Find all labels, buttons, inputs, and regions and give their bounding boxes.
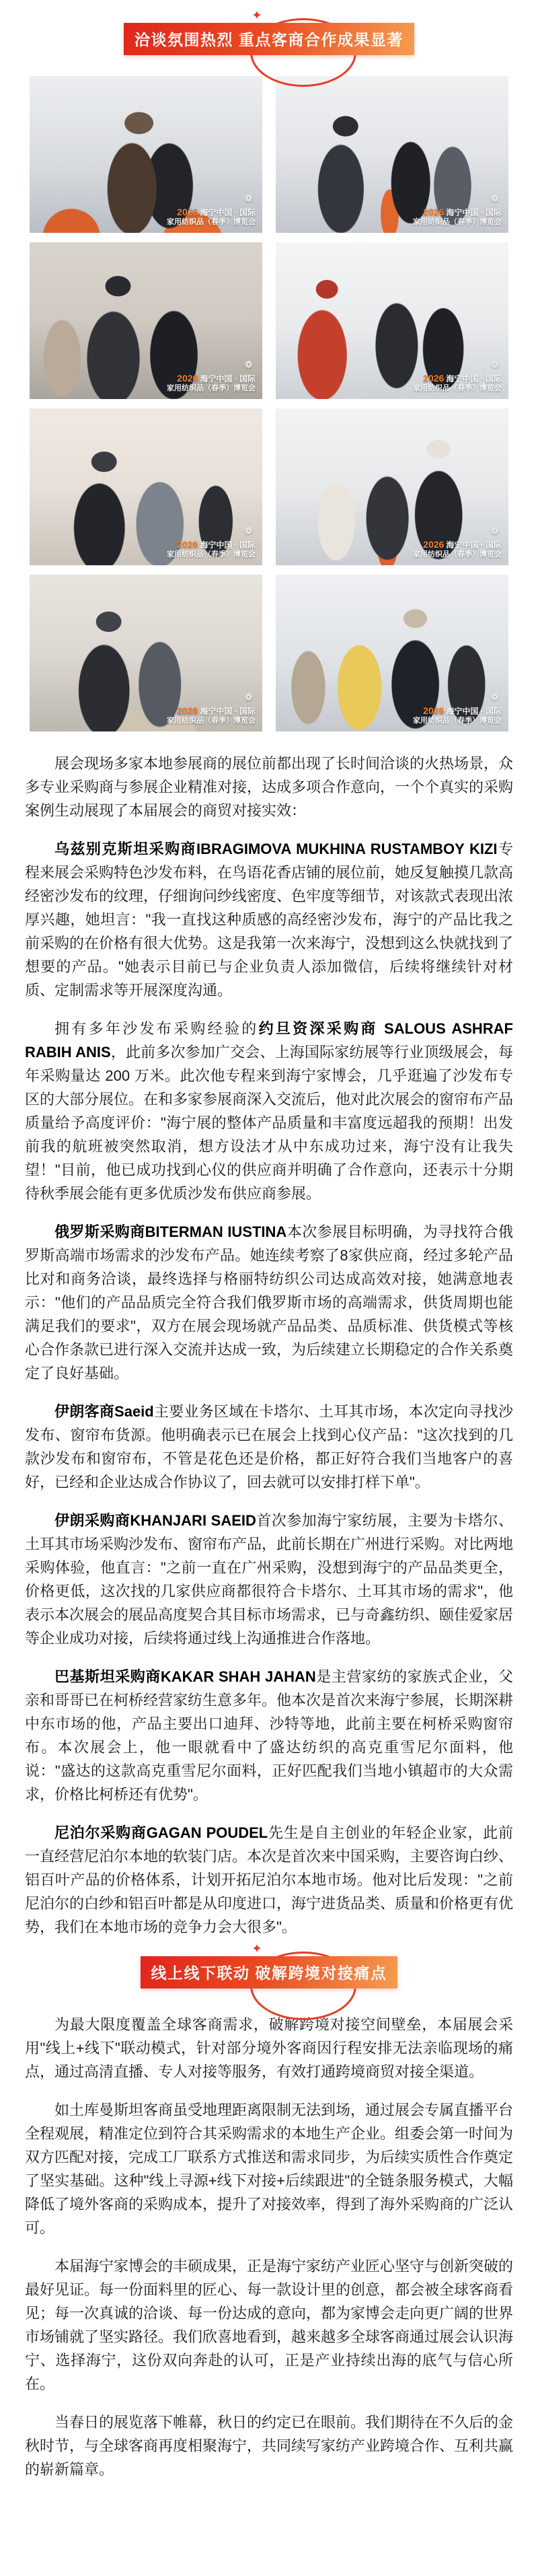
expo-photo-5[interactable] [30, 408, 262, 565]
watermark-line2: 家用纺织品（春季）博览会 [167, 384, 256, 393]
expo-photo-4[interactable] [276, 242, 508, 399]
watermark-year: 2026 [423, 705, 445, 716]
expo-logo-icon: ❁ [244, 692, 253, 703]
article-paragraph: 尼泊尔采购商GAGAN POUDEL先生是自主创业的年轻企业家，此前一直经营尼泊尔本地的软装门店。本次是首次来中国采购，主要咨询白纱、铝百叶产品的价格体系，计划开拓尼泊尔本地市场。他对比后发现："之前尼泊尔的白纱和铝百叶都是从印度进口，海宁进货品类、质量和价格更有优势，我们在本地市场的竞争力会大很多"。 [25, 1824, 514, 1935]
article-body-2 [0, 2013, 538, 2481]
buyer-name: 伊朗采购商KHANJARI SAEID [54, 1512, 256, 1529]
article-paragraph: 伊朗采购商KHANJARI SAEID首次参加海宁家纺展，主要为卡塔尔、土耳其市场采购沙发布、窗帘布产品，此前长期在广州进行采购。对比两地采购体验，他直言："之前一直在广州采购，没想到海宁的产品品类更全，价格更低，这次找的几家供应商都很符合卡塔尔、土耳其市场的需求"，他表示本次展会的展品高度契合其目标市场需求，已与奇鑫纺织、颐佳爱家居等企业成功对接，后续将通过线上沟通推进合作落地。 [25, 1512, 514, 1647]
photo-watermark [413, 193, 502, 227]
photo-watermark [167, 359, 256, 394]
watermark-year: 2026 [177, 372, 198, 384]
watermark-line2: 家用纺织品（春季）博览会 [413, 550, 502, 559]
article-body-1 [0, 731, 538, 1939]
expo-logo-icon: ❁ [244, 193, 253, 205]
watermark-line1: 海宁中国 · 国际 [446, 540, 502, 550]
expo-photo-7[interactable] [30, 575, 262, 731]
buyer-name: 乌兹别克斯坦采购商IBRAGIMOVA MUKHINA RUSTAMBOY KIZI [54, 840, 498, 857]
article-paragraph: 俄罗斯采购商BITERMAN IUSTINA本次参展目标明确，为寻找符合俄罗斯高端市场需求的沙发布产品。她连续考察了8家供应商，经过多轮产品比对和商务洽谈，最终选择与格丽特纺织公司达成高效对接，她满意地表示："他们的产品品质完全符合我们俄罗斯市场的高端需求，供货周期也能满足我们的要求"，双方在展会现场就产品品类、品质标准、供货模式等核心合作条款已进行深入交流并达成一致，为后续建立长期稳定的合作关系奠定了良好基础。 [25, 1223, 514, 1382]
watermark-year: 2026 [423, 372, 445, 384]
watermark-year: 2026 [423, 206, 445, 217]
watermark-line1: 海宁中国 · 国际 [446, 706, 502, 716]
watermark-line2: 家用纺织品（春季）博览会 [167, 550, 256, 559]
expo-photo-6[interactable] [276, 408, 508, 565]
section-header-1 [0, 9, 538, 55]
watermark-line2: 家用纺织品（春季）博览会 [167, 218, 256, 227]
watermark-line2: 家用纺织品（春季）博览会 [167, 717, 256, 725]
watermark-year: 2026 [177, 705, 198, 716]
watermark-line1: 海宁中国 · 国际 [446, 373, 502, 384]
article-paragraph: 为最大限度覆盖全球客商需求，破解跨境对接空间壁垒，本届展会采用"线上+线下"联动模式，针对部分境外客商因行程安排无法亲临现场的痛点，通过高清直播、专人对接等服务，有效打通跨境商贸对接全渠道。 [25, 2016, 513, 2080]
article-paragraph: 展会现场多家本地参展商的展位前都出现了长时间洽谈的火热场景，众多专业采购商与参展企业精准对接，达成多项合作意向，一个个真实的采购案例生动展现了本届展会的商贸对接实效： [25, 755, 514, 819]
article-paragraph: 伊朗客商Saeid主要业务区域在卡塔尔、土耳其市场，本次定向寻找沙发布、窗帘布货源。他明确表示已在展会上找到心仪产品："这次找到的几款沙发布和窗帘布，不管是花色还是价格，都正好符合我们当地客户的喜好，已经和企业达成合作协议了，回去就可以安排打样下单"。 [25, 1403, 513, 1491]
section-title-negotiation: 洽谈氛围热烈 重点客商合作成果显著 [124, 23, 414, 55]
section-title-online-offline: 线上线下联动 破解跨境对接痛点 [141, 1956, 398, 1989]
sparkle-icon: ✦ [252, 1942, 262, 1956]
article-page [0, 9, 538, 2524]
photo-watermark [413, 526, 502, 560]
expo-logo-icon: ❁ [490, 526, 499, 537]
watermark-line1: 海宁中国 · 国际 [200, 207, 256, 217]
section-header-2 [0, 1942, 538, 1989]
expo-photo-3[interactable] [30, 242, 262, 399]
watermark-line1: 海宁中国 · 国际 [200, 373, 256, 384]
watermark-year: 2026 [177, 206, 198, 217]
photo-watermark [413, 359, 502, 394]
expo-logo-icon: ❁ [244, 359, 253, 371]
article-paragraph: 拥有多年沙发布采购经验的约旦资深采购商 SALOUS ASHRAF RABIH ANIS，此前多次参加广交会、上海国际家纺展等行业顶级展会，每年采购量达 200 万米。此次他专程来到海宁家博会，几乎逛遍了沙发布专区的大部分展位。在和多家参展商深入交流后，他对此次展会的窗帘布产品质量给予高度评价："海宁展的整体产品质量和丰富度远超我的预期！出发前我的航班被突然取消，想方设法才从中东成功过来，海宁没有让我失望！"目前，他已成功找到心仪的供应商并明确了合作意向，还表示十分期待秋季展会能有更多优质沙发布供应商参展。 [25, 1020, 514, 1202]
sparkle-icon: ✦ [252, 9, 262, 23]
article-paragraph: 本届海宁家博会的丰硕成果，正是海宁家纺产业匠心坚守与创新突破的最好见证。每一份面料里的匠心、每一款设计里的创意，都会被全球客商看见；每一次真诚的洽谈、每一份达成的意向，都为家博会走向更广阔的世界市场铺就了坚实路径。我们欣喜地看到，越来越多全球客商通过展会认识海宁、选择海宁，这份双向奔赴的认可，正是产业持续出海的底气与信心所在。 [25, 2258, 514, 2392]
buyer-name: 约旦资深采购商 SALOUS ASHRAF RABIH ANIS [25, 1020, 513, 1061]
expo-logo-icon: ❁ [244, 526, 253, 537]
expo-logo-icon: ❁ [490, 359, 499, 371]
buyer-name: 俄罗斯采购商BITERMAN IUSTINA [54, 1223, 287, 1240]
watermark-line2: 家用纺织品（春季）博览会 [413, 384, 502, 393]
expo-photo-1[interactable] [30, 76, 262, 233]
expo-logo-icon: ❁ [490, 692, 499, 703]
photo-watermark [413, 692, 502, 726]
photo-watermark [167, 526, 256, 560]
article-paragraph: 乌兹别克斯坦采购商IBRAGIMOVA MUKHINA RUSTAMBOY KIZI专程来展会采购特色沙发布料，在鸟语花香店铺的展位前，她反复触摸几款高经密沙发布的纹理，仔细询问纱线密度、色牢度等细节，对该款式表现出浓厚兴趣，她坦言："我一直找这种质感的高经密沙发布，海宁的产品比我之前采购的在价格有很大优势。这是我第一次来海宁，没想到这么快就找到了想要的产品。"她表示目前已与企业负责人添加微信，后续将继续针对材质、定制需求等开展深度沟通。 [25, 840, 514, 999]
expo-logo-icon: ❁ [490, 193, 499, 205]
watermark-line2: 家用纺织品（春季）博览会 [413, 717, 502, 725]
expo-photo-2[interactable] [276, 76, 508, 233]
article-paragraph: 巴基斯坦采购商KAKAR SHAH JAHAN是主营家纺的家族式企业，父亲和哥哥已在柯桥经营家纺生意多年。他本次是首次来海宁参展，长期深耕中东市场的他，产品主要出口迪拜、沙特等地，此前主要在柯桥采购窗帘布。本次展会上，他一眼就看中了盛达纺织的高克重雪尼尔面料，他说："盛达的这款高克重雪尼尔面料，正好匹配我们当地小镇超市的大众需求，价格比柯桥还有优势"。 [25, 1668, 514, 1803]
watermark-year: 2026 [177, 538, 198, 550]
watermark-line1: 海宁中国 · 国际 [200, 706, 256, 716]
watermark-year: 2026 [423, 538, 445, 550]
photo-grid [0, 55, 538, 731]
photo-watermark [167, 692, 256, 726]
expo-photo-8[interactable] [276, 575, 508, 731]
photo-watermark [167, 193, 256, 227]
watermark-line1: 海宁中国 · 国际 [200, 540, 256, 550]
watermark-line1: 海宁中国 · 国际 [446, 207, 502, 217]
article-paragraph: 当春日的展览落下帷幕，秋日的约定已在眼前。我们期待在不久后的金秋时节，与全球客商再度相聚海宁，共同续写家纺产业跨境合作、互利共赢的崭新篇章。 [25, 2414, 514, 2478]
buyer-name: 巴基斯坦采购商KAKAR SHAH JAHAN [54, 1668, 316, 1685]
buyer-name: 尼泊尔采购商GAGAN POUDEL [54, 1824, 268, 1841]
watermark-line2: 家用纺织品（春季）博览会 [413, 218, 502, 227]
article-paragraph: 如土库曼斯坦客商虽受地理距离限制无法到场，通过展会专属直播平台全程观展，精准定位到符合其采购需求的本地生产企业。组委会第一时间为双方匹配对接，完成工厂联系方式推送和需求同步，为后续实质性合作奠定了坚实基础。这种"线上寻源+线下对接+后续跟进"的全链条服务模式，大幅降低了境外客商的采购成本，提升了对接效率，得到了海外采购商的广泛认可。 [25, 2102, 514, 2236]
buyer-name: 伊朗客商Saeid [54, 1403, 154, 1420]
